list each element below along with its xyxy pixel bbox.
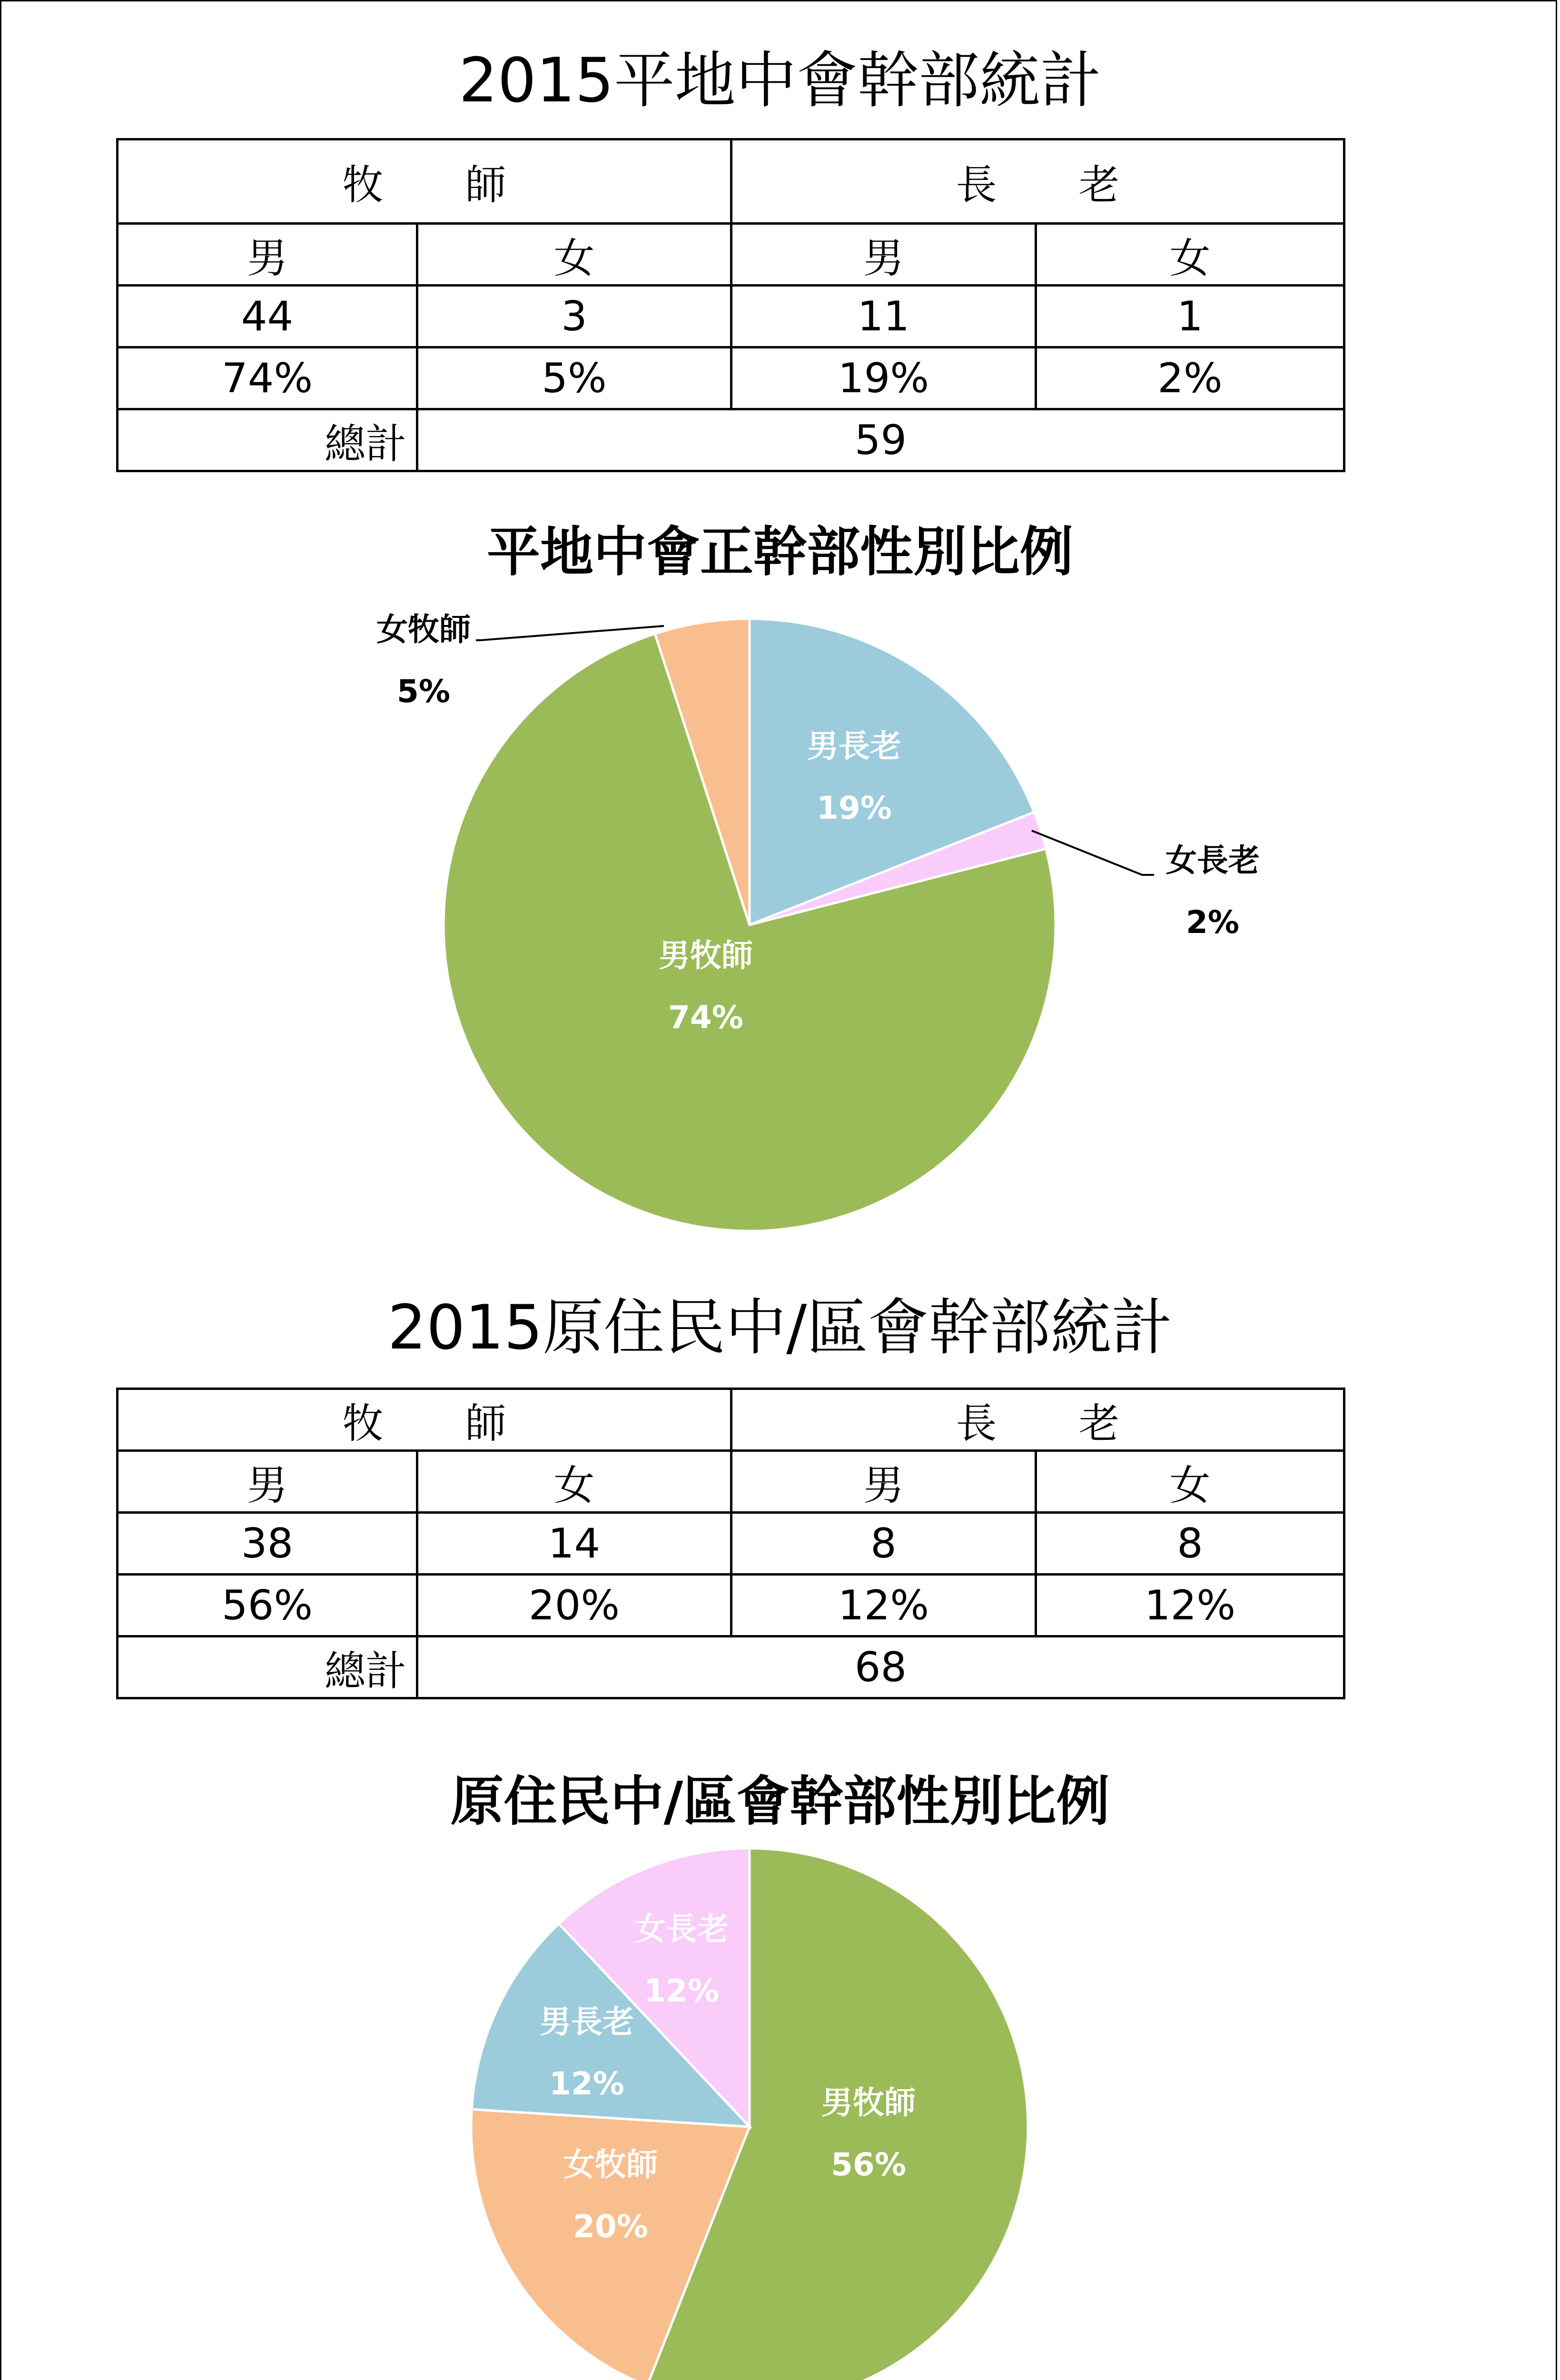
percent-cell: 12% <box>731 1575 1036 1636</box>
slice-value-label: 20% <box>573 2208 648 2245</box>
percent-cell: 74% <box>118 347 417 409</box>
percent-cell: 20% <box>417 1575 731 1636</box>
chart1-title: 平地中會正幹部性別比例 <box>487 521 1073 583</box>
slice-value-label: 5% <box>396 673 451 710</box>
slice-value-label: 56% <box>831 2146 906 2183</box>
count-cell: 8 <box>1036 1513 1344 1575</box>
slice-value-label: 19% <box>817 790 892 826</box>
percent-cell: 12% <box>1036 1575 1344 1636</box>
section2-title: 2015原住民中/區會幹部統計 <box>387 1292 1173 1363</box>
sub-header: 女 <box>1036 1451 1344 1513</box>
slice-label: 女牧師 <box>563 2146 658 2183</box>
sub-header: 女 <box>1036 224 1344 286</box>
chart2-title: 原住民中/區會幹部性別比例 <box>450 1771 1110 1833</box>
group-header-elder: 長 老 <box>731 139 1344 224</box>
count-cell: 8 <box>731 1513 1036 1575</box>
count-cell: 38 <box>118 1513 417 1575</box>
percent-cell: 19% <box>731 347 1036 409</box>
sub-header: 男 <box>731 1451 1036 1513</box>
slice-label: 男牧師 <box>659 937 753 974</box>
sub-header: 男 <box>118 1451 417 1513</box>
sub-header: 男 <box>118 224 417 286</box>
group-header-elder: 長 老 <box>731 1389 1344 1451</box>
sub-header: 男 <box>731 224 1036 286</box>
slice-value-label: 12% <box>549 2065 624 2102</box>
slice-label: 女牧師 <box>376 611 471 648</box>
percent-cell: 56% <box>118 1575 417 1636</box>
total-value: 59 <box>417 409 1344 471</box>
percent-cell: 2% <box>1036 347 1344 409</box>
slice-label: 男牧師 <box>821 2084 916 2121</box>
section1-title: 2015平地中會幹部統計 <box>459 45 1101 116</box>
total-label: 總計 <box>118 1636 417 1698</box>
sub-header: 女 <box>417 224 731 286</box>
slice-label: 男長老 <box>807 728 901 764</box>
count-cell: 14 <box>417 1513 731 1575</box>
count-cell: 11 <box>731 286 1036 347</box>
total-value: 68 <box>417 1636 1344 1698</box>
percent-cell: 5% <box>417 347 731 409</box>
group-header-pastor: 牧 師 <box>118 1389 731 1451</box>
slice-label: 女長老 <box>1165 842 1260 879</box>
group-header-pastor: 牧 師 <box>118 139 731 224</box>
count-cell: 1 <box>1036 286 1344 347</box>
slice-label: 女長老 <box>634 1911 729 1947</box>
sub-header: 女 <box>417 1451 731 1513</box>
slice-label: 男長老 <box>540 2003 634 2040</box>
slice-value-label: 12% <box>644 1973 719 2009</box>
slice-value-label: 2% <box>1185 904 1240 941</box>
count-cell: 3 <box>417 286 731 347</box>
total-label: 總計 <box>118 409 417 471</box>
count-cell: 44 <box>118 286 417 347</box>
slice-value-label: 74% <box>668 999 743 1036</box>
